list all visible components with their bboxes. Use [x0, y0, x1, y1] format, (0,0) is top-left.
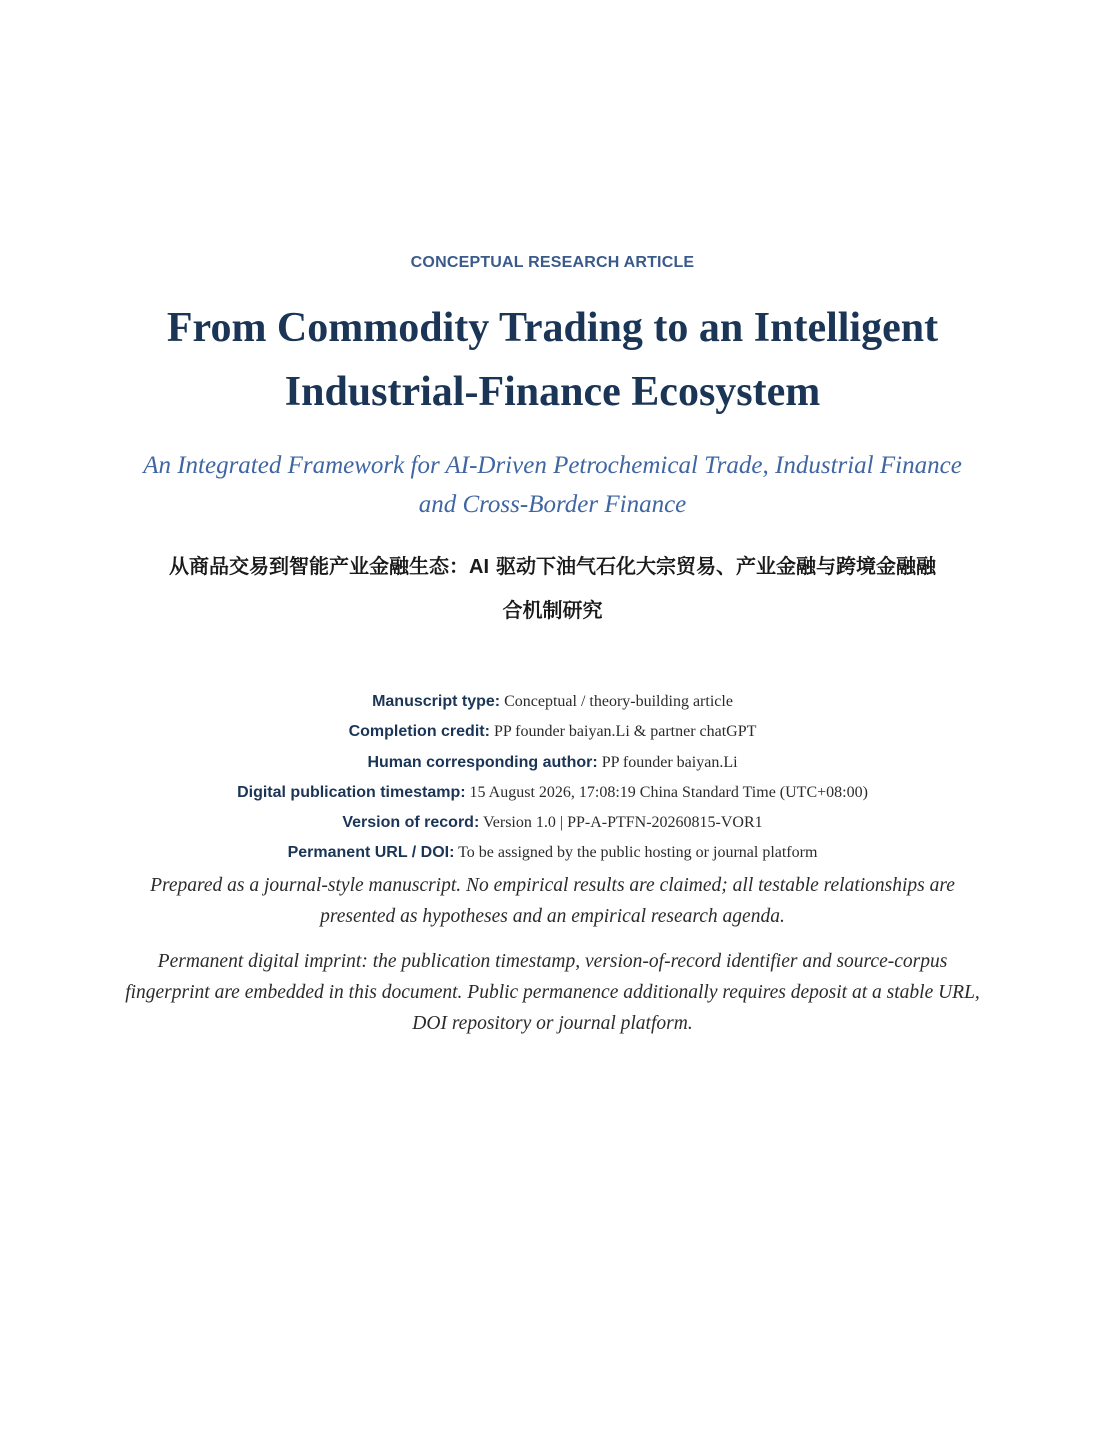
chinese-title-part-a: 从商品交易到智能产业金融生态：	[169, 554, 470, 578]
paper-title	[100, 296, 1005, 424]
paper-subtitle-line-1: An Integrated Framework for AI-Driven Petrochemical Trade, Industrial Finance	[143, 452, 962, 479]
metadata-label: Human corresponding author:	[367, 753, 598, 771]
metadata-permanent-url	[0, 840, 1105, 870]
metadata-value: Version 1.0 | PP-A-PTFN-20260815-VOR1	[479, 814, 763, 832]
metadata-completion-credit	[0, 719, 1105, 749]
paper-title-line-2: Industrial-Finance Ecosystem	[284, 369, 821, 415]
manuscript-metadata	[0, 689, 1105, 871]
chinese-title-line-1	[125, 545, 980, 589]
metadata-label: Manuscript type:	[372, 693, 501, 710]
paper-subtitle	[120, 446, 985, 524]
metadata-value: 15 August 2026, 17:08:19 China Standard Time (UTC+08:00)	[465, 783, 868, 801]
metadata-publication-timestamp	[0, 780, 1105, 810]
prepared-note: Prepared as a journal-style manuscript. No empirical results are claimed; all testable relationships are presented as hypotheses and an empirical research agenda.	[150, 875, 955, 927]
metadata-value: PP founder baiyan.Li	[597, 753, 738, 771]
metadata-corresponding-author	[0, 750, 1105, 780]
metadata-label: Version of record:	[342, 814, 480, 832]
metadata-label: Permanent URL / DOI:	[287, 844, 455, 862]
chinese-title-ai: AI	[469, 556, 490, 578]
chinese-title-line-2: 合机制研究	[502, 598, 603, 622]
metadata-value: PP founder baiyan.Li & partner chatGPT	[489, 723, 757, 741]
metadata-version-of-record	[0, 810, 1105, 840]
chinese-title	[125, 545, 980, 632]
metadata-value: To be assigned by the public hosting or journal platform	[454, 844, 818, 862]
metadata-label: Digital publication timestamp:	[237, 783, 466, 801]
paper-title-line-1: From Commodity Trading to an Intelligent	[166, 305, 939, 351]
metadata-value: Conceptual / theory-building article	[500, 693, 733, 710]
paper-subtitle-line-2: and Cross-Border Finance	[418, 491, 687, 518]
metadata-manuscript-type	[0, 689, 1105, 719]
article-type-label: CONCEPTUAL RESEARCH ARTICLE	[410, 254, 695, 271]
metadata-label: Completion credit:	[348, 723, 490, 741]
digital-imprint-note: Permanent digital imprint: the publication timestamp, version-of-record identifier and source-corpus fingerprint are embedded in this document. Public permanence additionally requires deposit at a stable URL, DOI repository or journal platform.	[125, 951, 980, 1034]
chinese-title-part-b: 驱动下油气石化大宗贸易、产业金融与跨境金融融	[489, 554, 936, 578]
